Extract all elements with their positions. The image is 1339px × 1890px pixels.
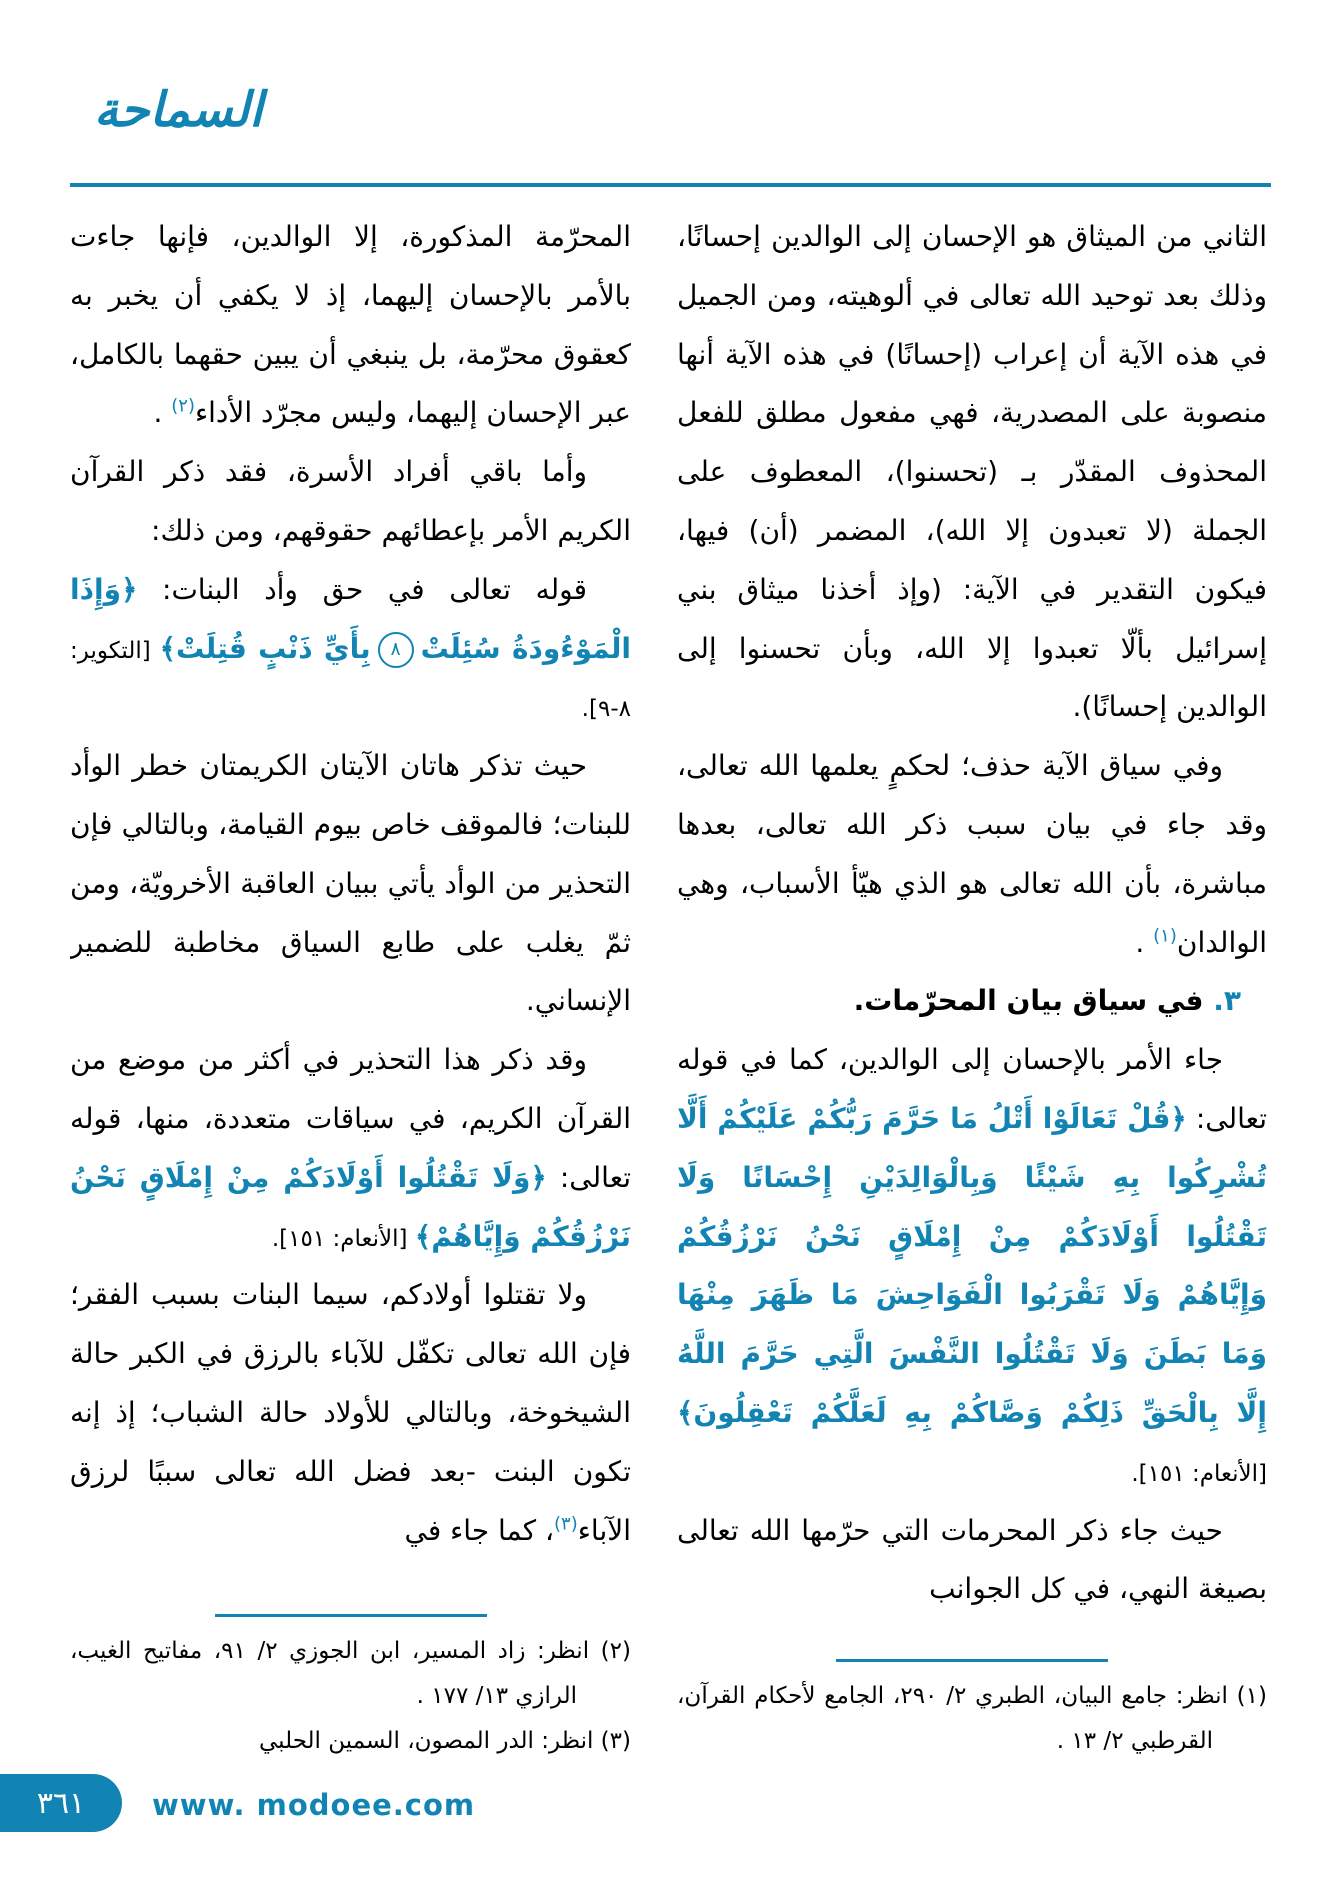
paragraph xyxy=(70,1031,631,1266)
footnote xyxy=(677,1674,1267,1764)
footnote xyxy=(70,1629,631,1719)
body-text: المحرّمة المذكورة، إلا الوالدين، فإنها جاءت بالأمر بالإحسان إليهما، إذ لا يكفي أن يخبر به كعقوق محرّمة، بل ينبغي أن يبين حقهما بالكامل، عبر الإحسان إليهما، وليس مجرّد الأداء xyxy=(70,220,631,430)
body-text: وفي سياق الآية حذف؛ لحكمٍ يعلمها الله تعالى، وقد جاء في بيان سبب ذكر الله تعالى، بعدها مباشرة، بأن الله تعالى هو الذي هيّأ الأسباب، وهي الوالدان xyxy=(677,749,1267,959)
page-number-tab xyxy=(0,1774,122,1832)
body-text: جاء الأمر بالإحسان إلى الوالدين، كما في قوله تعالى: xyxy=(677,1043,1267,1135)
verse-reference: [التكوير: ٨-٩]. xyxy=(70,637,631,723)
paragraph xyxy=(70,561,631,737)
footnotes xyxy=(677,1674,1267,1764)
quran-verse: بِأَيِّ ذَنْبٍ قُتِلَتْ﴾ xyxy=(159,631,371,665)
paragraph xyxy=(70,443,631,561)
column-left xyxy=(70,208,631,1764)
body-text: قوله تعالى في حق وأد البنات: xyxy=(137,572,587,606)
section-heading xyxy=(677,972,1267,1031)
paragraph xyxy=(677,208,1267,737)
paragraph xyxy=(70,1266,631,1560)
body-text: وقد ذكر هذا التحذير في أكثر من موضع من القرآن الكريم، في سياقات متعددة، منها، قوله تعالى: xyxy=(70,1043,631,1194)
footnote-separator xyxy=(215,1614,487,1617)
body-text: حيث جاء ذكر المحرمات التي حرّمها الله تعالى بصيغة النهي، في كل الجوانب xyxy=(677,1513,1267,1606)
quran-verse: ﴿قُلْ تَعَالَوْا أَتْلُ مَا حَرَّمَ رَبُّكُمْ عَلَيْكُمْ أَلَّا تُشْرِكُوا بِهِ شَيْئًا وَبِالْوَالِدَيْنِ إِحْسَانًا وَلَا تَقْتُلُوا أَوْلَادَكُمْ مِنْ إِمْلَاقٍ نَحْنُ نَرْزُقُكُمْ وَإِيَّاهُمْ وَلَا تَقْرَبُوا الْفَوَاحِشَ مَا ظَهَرَ مِنْهَا وَمَا بَطَنَ وَلَا تَقْتُلُوا النَّفْسَ الَّتِي حَرَّمَ اللَّهُ إِلَّا بِالْحَقِّ ذَلِكُمْ وَصَّاكُمْ بِهِ لَعَلَّكُمْ تَعْقِلُونَ﴾ xyxy=(677,1101,1267,1429)
footnote-text: انظر: الدر المصون، السمين الحلبي xyxy=(258,1728,594,1755)
page-number: ٣٦١ xyxy=(36,1785,86,1821)
website-link[interactable]: www. modoee.com xyxy=(152,1788,476,1822)
quran-verse: ﴿وَلَا تَقْتُلُوا أَوْلَادَكُمْ مِنْ إِمْلَاقٍ نَحْنُ نَرْزُقُكُمْ وَإِيَّاهُمْ﴾ xyxy=(70,1160,631,1253)
column-right xyxy=(677,208,1267,1764)
body-text: حيث تذكر هاتان الآيتان الكريمتان خطر الوأد للبنات؛ فالموقف خاص بيوم القيامة، وبالتالي فإن التحذير من الوأد يأتي ببيان العاقبة الأخرويّة، ومن ثمّ يغلب على طابع السياق مخاطبة للضمير الإنساني. xyxy=(70,749,631,1018)
paragraph xyxy=(70,737,631,1031)
body-text: وأما باقي أفراد الأسرة، فقد ذكر القرآن الكريم الأمر بإعطائهم حقوقهم، ومن ذلك: xyxy=(70,455,631,547)
paragraph xyxy=(677,1031,1267,1501)
body-text: ، كما جاء في xyxy=(404,1513,555,1547)
footnote-separator xyxy=(836,1659,1108,1662)
footnote-marker: (١) xyxy=(1236,1683,1267,1710)
ayah-number-badge: ٨ xyxy=(378,632,414,668)
body-text: ولا تقتلوا أولادكم، سيما البنات بسبب الفقر؛ فإن الله تعالى تكفّل للآباء بالرزق في الكبر حالة الشيخوخة، وبالتالي للأولاد حالة الشباب؛ إذ إنه تكون البنت -بعد فضل الله تعالى سببًا لرزق الآباء xyxy=(70,1278,631,1547)
body-text: . xyxy=(1135,925,1154,959)
footnote-marker: (٢) xyxy=(600,1638,631,1665)
footnote-marker: (٣) xyxy=(600,1728,631,1755)
paragraph xyxy=(70,208,631,443)
two-column-body xyxy=(70,208,1267,1764)
footnote-text: انظر: جامع البيان، الطبري ٢/ ٢٩٠، الجامع لأحكام القرآن، القرطبي ٢/ ١٣ . xyxy=(677,1683,1228,1755)
quran-verse: ﴿وَإِذَا الْمَوْءُودَةُ سُئِلَتْ xyxy=(70,572,631,665)
running-head-title: السماحة xyxy=(94,82,263,138)
footnote-ref-2: (٢) xyxy=(171,396,195,418)
footnote-ref-3: (٣) xyxy=(554,1513,578,1535)
paragraph xyxy=(677,737,1267,972)
footnote-ref-1: (١) xyxy=(1153,925,1177,947)
body-text: الثاني من الميثاق هو الإحسان إلى الوالدين إحسانًا، وذلك بعد توحيد الله تعالى في ألوهيته، ومن الجميل في هذه الآية أن إعراب (إحسانًا) في هذه الآية أنها منصوبة على المصدرية، فهي مفعول مطلق للفعل المحذوف المقدّر بـ (تحسنوا)، المعطوف على الجملة (لا تعبدون إلا الله)، المضمر (أن) فيها، فيكون التقدير في الآية: (وإذ أخذنا ميثاق بني إسرائيل بألّا تعبدوا إلا الله، وبأن تحسنوا إلى الوالدين إحسانًا). xyxy=(677,220,1267,724)
section-title: في سياق بيان المحرّمات. xyxy=(853,984,1214,1018)
header-divider-rule xyxy=(70,183,1271,187)
body-text: . xyxy=(153,396,172,430)
footnotes xyxy=(70,1629,631,1764)
section-number: ٣. xyxy=(1213,984,1241,1018)
footnote-block-left xyxy=(70,1600,631,1764)
verse-reference: [الأنعام: ١٥١]. xyxy=(1131,1460,1267,1487)
footnote-block-right xyxy=(677,1645,1267,1764)
footnote-text: انظر: زاد المسير، ابن الجوزي ٢/ ٩١، مفاتيح الغيب، الرازي ١٣/ ١٧٧ . xyxy=(70,1638,590,1710)
paragraph xyxy=(677,1502,1267,1620)
footnote xyxy=(70,1719,631,1764)
verse-reference: [الأنعام: ١٥١]. xyxy=(271,1225,415,1252)
